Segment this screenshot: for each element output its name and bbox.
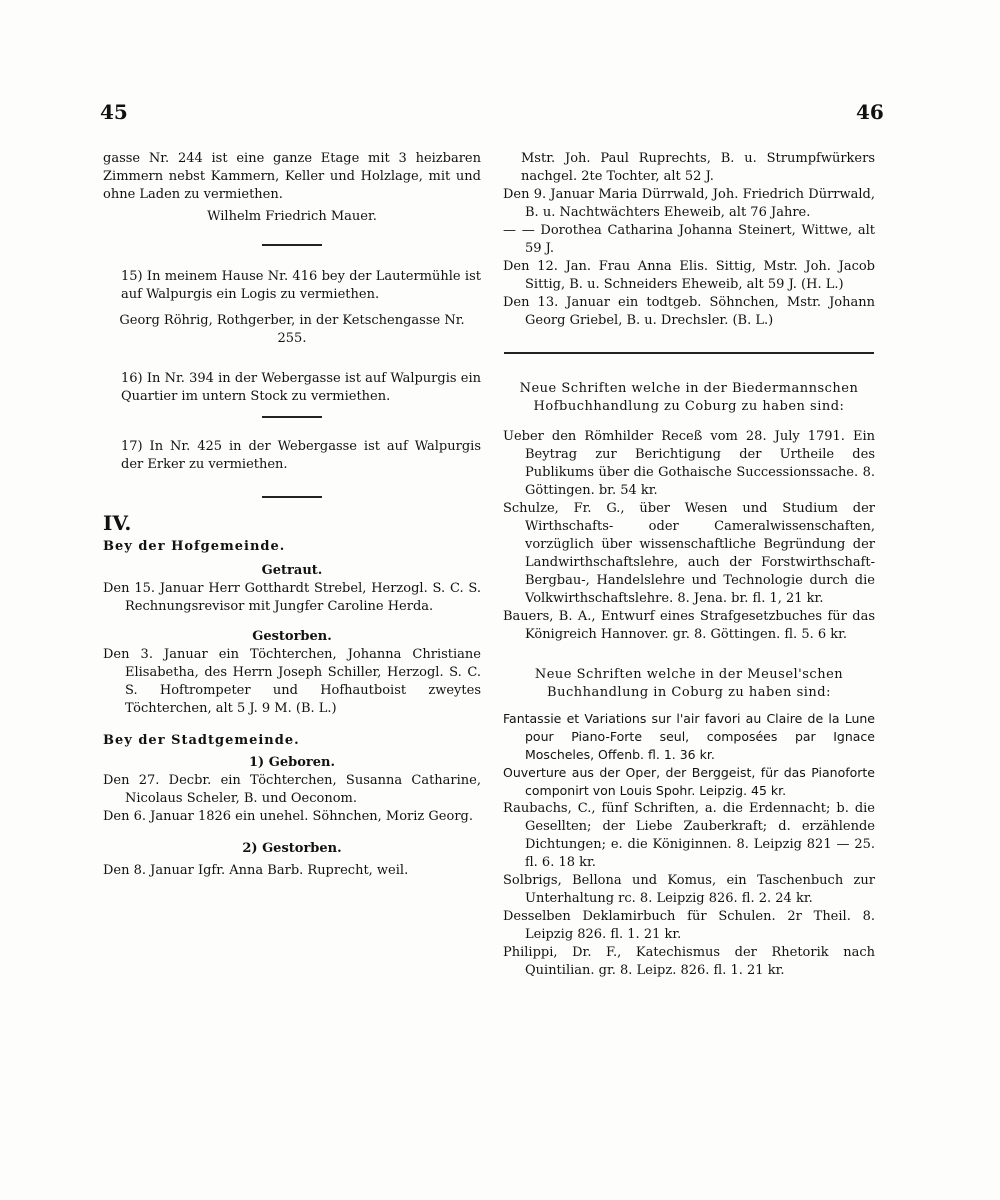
right-column: [503, 150, 875, 980]
section-heading: Bey der Hofgemeinde.: [103, 539, 286, 554]
divider: [262, 244, 322, 246]
notice-signature: Wilhelm Friedrich Mauer.: [207, 209, 377, 224]
book-listing: Ouverture aus der Oper, der Berggeist, für das Pianoforte componirt von Louis Spohr. Leipzig. 45 kr.: [503, 765, 875, 798]
register-entry: Mstr. Joh. Paul Ruprechts, B. u. Strumpfwürkers nachgel. 2te Tochter, alt 52 J.: [521, 151, 875, 184]
register-entry: Den 15. Januar Herr Gotthardt Strebel, Herzogl. S. C. S. Rechnungsrevisor mit Jungfer Caroline Herda.: [103, 581, 481, 614]
book-listing: Schulze, Fr. G., über Wesen und Studium der Wirthschafts- oder Cameralwissenschaften, vorzüglich über wissenschaftliche Begründung der Landwirthschaftslehre, auch der Forstwirthschaft- Bergbau-, Handelslehre und Technologie durch die Volkwirthschaftslehre. 8. Jena. br. fl. 1, 21 kr.: [503, 501, 875, 606]
notice-signature: Georg Röhrig, Rothgerber, in der Ketschengasse Nr. 255.: [119, 313, 465, 346]
book-listing: Fantassie et Variations sur l'air favori au Claire de la Lune pour Piano-Forte seul, composées par Ignace Moscheles, Offenb. fl. 1. 36 kr.: [503, 711, 875, 762]
notice-paragraph: gasse Nr. 244 ist eine ganze Etage mit 3 heizbaren Zimmern nebst Kammern, Keller und Holzlage, mit und ohne Laden zu vermiethen.: [103, 151, 481, 202]
notice-paragraph: 15) In meinem Hause Nr. 416 bey der Lautermühle ist auf Walpurgis ein Logis zu vermiethen.: [121, 269, 481, 302]
register-entry: Den 9. Januar Maria Dürrwald, Joh. Friedrich Dürrwald, B. u. Nachtwächters Eheweib, alt 76 Jahre.: [503, 187, 875, 220]
register-entry: Den 13. Januar ein todtgeb. Söhnchen, Mstr. Johann Georg Griebel, B. u. Drechsler. (B. L.): [503, 295, 875, 328]
page-number-left: 45: [100, 100, 128, 124]
notice-paragraph: 17) In Nr. 425 in der Webergasse ist auf Walpurgis der Erker zu vermiethen.: [121, 439, 481, 472]
bookshop-heading: Neue Schriften welche in der Biedermannschen Hofbuchhandlung zu Coburg zu haben sind:: [519, 381, 859, 414]
book-listing: Desselben Deklamirbuch für Schulen. 2r Theil. 8. Leipzig 826. fl. 1. 21 kr.: [503, 909, 875, 942]
book-listing: Ueber den Römhilder Receß vom 28. July 1791. Ein Beytrag zur Berichtigung der Urtheile des Publikums über die Gothaische Successionssache. 8. Göttingen. br. 54 kr.: [503, 429, 875, 498]
book-listing: Solbrigs, Bellona und Komus, ein Taschenbuch zur Unterhaltung rc. 8. Leipzig 826. fl. 2. 24 kr.: [503, 873, 875, 906]
left-column: [103, 150, 481, 880]
subsection-heading: 1) Geboren.: [249, 755, 335, 770]
subsection-heading: 2) Gestorben.: [242, 841, 342, 856]
register-entry: Den 3. Januar ein Töchterchen, Johanna Christiane Elisabetha, des Herrn Joseph Schiller, Herzogl. S. C. S. Hoftrompeter und Hofhautboist zweytes Töchterchen, alt 5 J. 9 M. (B. L.): [103, 647, 481, 716]
divider: [262, 416, 322, 418]
register-entry: Den 12. Jan. Frau Anna Elis. Sittig, Mstr. Joh. Jacob Sittig, B. u. Schneiders Eheweib, alt 59 J. (H. L.): [503, 259, 875, 292]
register-entry: Den 6. Januar 1826 ein unehel. Söhnchen, Moriz Georg.: [103, 809, 473, 824]
bookshop-heading: Neue Schriften welche in der Meusel'schen Buchhandlung in Coburg zu haben sind:: [534, 667, 844, 700]
register-entry: Den 27. Decbr. ein Töchterchen, Susanna Catharine, Nicolaus Scheler, B. und Oeconom.: [103, 773, 481, 806]
section-rule: [504, 352, 874, 354]
subsection-heading: Getraut.: [261, 563, 323, 578]
notice-paragraph: 16) In Nr. 394 in der Webergasse ist auf Walpurgis ein Quartier im untern Stock zu vermiethen.: [121, 371, 481, 404]
book-listing: Philippi, Dr. F., Katechismus der Rhetorik nach Quintilian. gr. 8. Leipz. 826. fl. 1. 21 kr.: [503, 945, 875, 978]
page-number-right: 46: [856, 100, 884, 124]
section-heading: Bey der Stadtgemeinde.: [103, 733, 300, 748]
book-listing: Raubachs, C., fünf Schriften, a. die Erdennacht; b. die Gesellten; der Liebe Zauberkraft; d. erzählende Dichtungen; e. die Königinnen. 8. Leipzig 821 — 25. fl. 6. 18 kr.: [503, 801, 875, 870]
book-listing: Bauers, B. A., Entwurf eines Strafgesetzbuches für das Königreich Hannover. gr. 8. Göttingen. fl. 5. 6 kr.: [503, 609, 875, 642]
subsection-heading: Gestorben.: [252, 629, 332, 644]
divider: [262, 496, 322, 498]
register-entry: — — Dorothea Catharina Johanna Steinert, Wittwe, alt 59 J.: [503, 223, 875, 256]
section-numeral: IV.: [103, 511, 132, 535]
register-entry: Den 8. Januar Igfr. Anna Barb. Ruprecht, weil.: [103, 863, 409, 878]
